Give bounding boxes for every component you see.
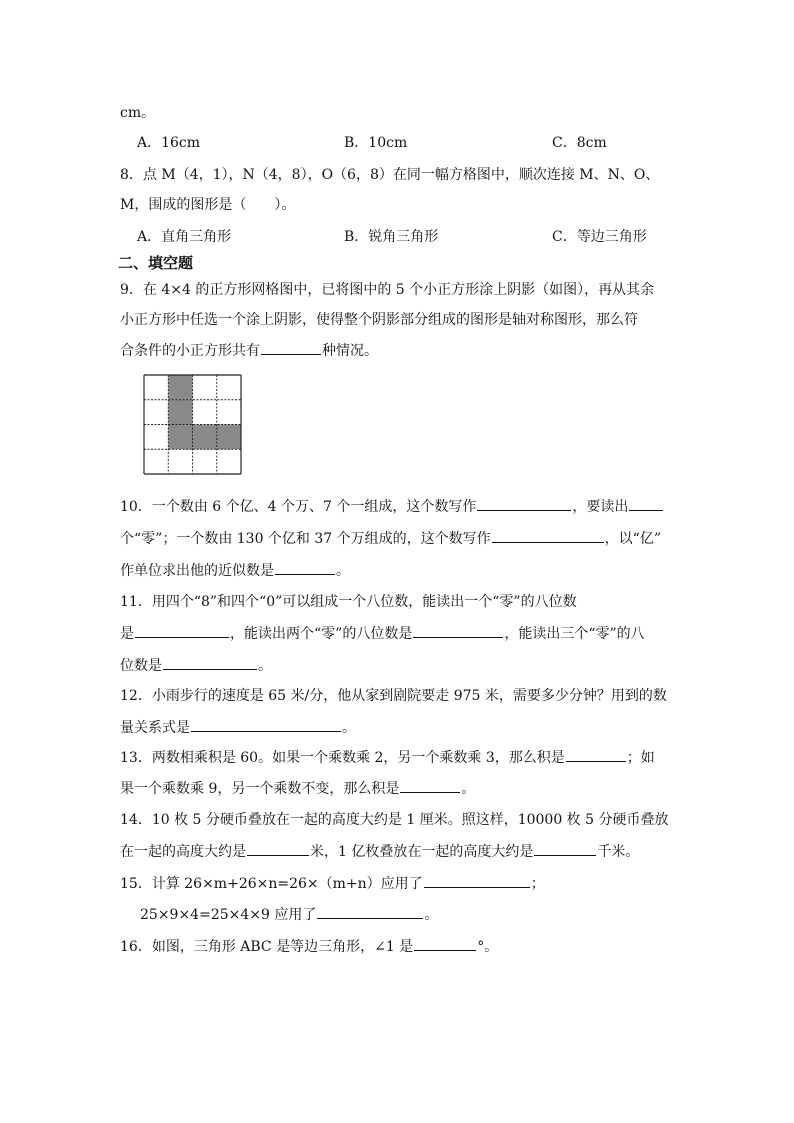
q15-blank-2[interactable] xyxy=(317,904,423,919)
q15-line-1 xyxy=(120,873,545,894)
shaded-cell xyxy=(168,425,192,450)
q10-blank-3[interactable] xyxy=(492,528,604,543)
q9-line-1: 9．在 4×4 的正方形网格图中，已将图中的 5 个小正方形涂上阴影（如图），再从其余 xyxy=(120,282,655,298)
q11-blank-2[interactable] xyxy=(413,623,503,638)
q14-line-2 xyxy=(120,841,639,862)
q10-blank-1[interactable] xyxy=(477,496,571,511)
shaded-cell xyxy=(168,375,192,400)
q8-line-1: 8．点 M（4，1），N（4，8），O（6，8）在同一幅方格图中，顺次连接 M、N、O、 xyxy=(120,167,660,183)
q10-blank-4[interactable] xyxy=(275,560,335,575)
q9-line-2: 小正方形中任选一个涂上阴影，使得整个阴影部分组成的图形是轴对称图形，那么符 xyxy=(120,312,638,328)
q14-text-2a: 在一起的高度大约是 xyxy=(120,844,246,860)
q8-option-c[interactable]: C．等边三角形 xyxy=(552,229,647,245)
q9-answer-blank[interactable] xyxy=(261,340,321,355)
q13-text-1a: 13．两数相乘积是 60。如果一个乘数乘 2，另一个乘数乘 3，那么积是 xyxy=(120,750,565,766)
grid-svg xyxy=(143,374,242,475)
q12-text-2a: 量关系式是 xyxy=(120,720,190,736)
q15-text-1b: ； xyxy=(530,876,545,892)
q9-grid-figure xyxy=(143,374,242,475)
q15-text-2a: 25×9×4=25×4×9 应用了 xyxy=(140,907,317,923)
q13-text-2b: 。 xyxy=(461,781,476,797)
shaded-cell xyxy=(168,400,192,425)
shaded-cell xyxy=(217,425,241,450)
q11-text-3a: 位数是 xyxy=(120,658,162,674)
q14-line-1: 14．10 枚 5 分硬币叠放在一起的高度大约是 1 厘米。照这样，10000 枚 5 分硬币叠放 xyxy=(120,812,669,828)
q12-blank-1[interactable] xyxy=(191,717,341,732)
q11-blank-3[interactable] xyxy=(163,655,257,670)
q8-option-b[interactable]: B．锐角三角形 xyxy=(344,229,439,245)
q16-blank-1[interactable] xyxy=(414,936,476,951)
q11-blank-1[interactable] xyxy=(135,623,229,638)
q10-text-3a: 作单位求出他的近似数是 xyxy=(120,563,274,579)
q15-text-1a: 15．计算 26×m+26×n=26×（m+n）应用了 xyxy=(120,876,423,892)
q11-line-2 xyxy=(120,623,645,644)
q10-text-2a: 个“零”；一个数由 130 个亿和 37 个万组成的，这个数写作 xyxy=(120,531,491,547)
q9-line-3 xyxy=(120,340,378,361)
q10-text-2b: ，以“亿” xyxy=(604,531,661,547)
q12-line-2 xyxy=(120,717,356,738)
shaded-cell xyxy=(193,425,217,450)
q11-text-2b: ，能读出两个“零”的八位数是 xyxy=(230,626,413,642)
q9-text-b: 种情况。 xyxy=(322,343,378,359)
q8-line-2: M，围成的图形是（ ）。 xyxy=(120,197,296,213)
q14-text-2b: 米，1 亿枚叠放在一起的高度大约是 xyxy=(310,844,534,860)
q15-blank-1[interactable] xyxy=(424,873,530,888)
q13-text-1b: ；如 xyxy=(626,750,655,766)
q14-blank-1[interactable] xyxy=(247,841,309,856)
q15-line-2 xyxy=(140,904,438,925)
q13-line-2 xyxy=(120,778,475,799)
q11-text-2a: 是 xyxy=(120,626,134,642)
q8-option-a[interactable]: A．直角三角形 xyxy=(137,229,232,245)
q11-text-3b: 。 xyxy=(258,658,272,674)
q14-blank-2[interactable] xyxy=(534,841,596,856)
q14-text-2c: 千米。 xyxy=(597,844,640,860)
q10-line-2 xyxy=(120,528,661,549)
q10-text-1a: 10．一个数由 6 个亿、4 个万、7 个一组成，这个数写作 xyxy=(120,499,477,515)
q11-line-1: 11．用四个“8”和四个“0”可以组成一个八位数，能读出一个“零”的八位数 xyxy=(120,594,577,610)
q12-line-1: 12．小雨步行的速度是 65 米/分，他从家到剧院要走 975 米，需要多少分钟？用到的数 xyxy=(120,688,667,704)
q10-text-3b: 。 xyxy=(336,563,350,579)
q16-text-1a: 16．如图，三角形 ABC 是等边三角形，∠1 是 xyxy=(120,939,414,955)
q13-blank-2[interactable] xyxy=(400,778,460,793)
q10-line-1 xyxy=(120,496,664,517)
section-title-fill-in: 二、填空题 xyxy=(118,254,194,272)
q13-text-2a: 果一个乘数乘 9，另一个乘数不变，那么积是 xyxy=(120,781,400,797)
q13-blank-1[interactable] xyxy=(566,747,626,762)
q7-option-a[interactable]: A．16cm xyxy=(137,135,201,151)
q12-text-2b: 。 xyxy=(342,720,356,736)
q10-line-3 xyxy=(120,560,350,581)
q7-option-b[interactable]: B．10cm xyxy=(344,135,408,151)
q16-line-1 xyxy=(120,936,498,957)
q10-text-1b: ，要读出 xyxy=(572,499,629,515)
q16-text-1b: °。 xyxy=(477,939,499,955)
q11-line-3 xyxy=(120,655,272,676)
q11-text-2c: ，能读出三个“零”的八 xyxy=(504,626,645,642)
q10-blank-2[interactable] xyxy=(629,496,663,511)
q15-text-2b: 。 xyxy=(424,907,439,923)
q7-tail: cm。 xyxy=(120,105,156,121)
q7-option-c[interactable]: C．8cm xyxy=(552,135,607,151)
q9-text-a: 合条件的小正方形共有 xyxy=(120,343,260,359)
q13-line-1 xyxy=(120,747,655,768)
